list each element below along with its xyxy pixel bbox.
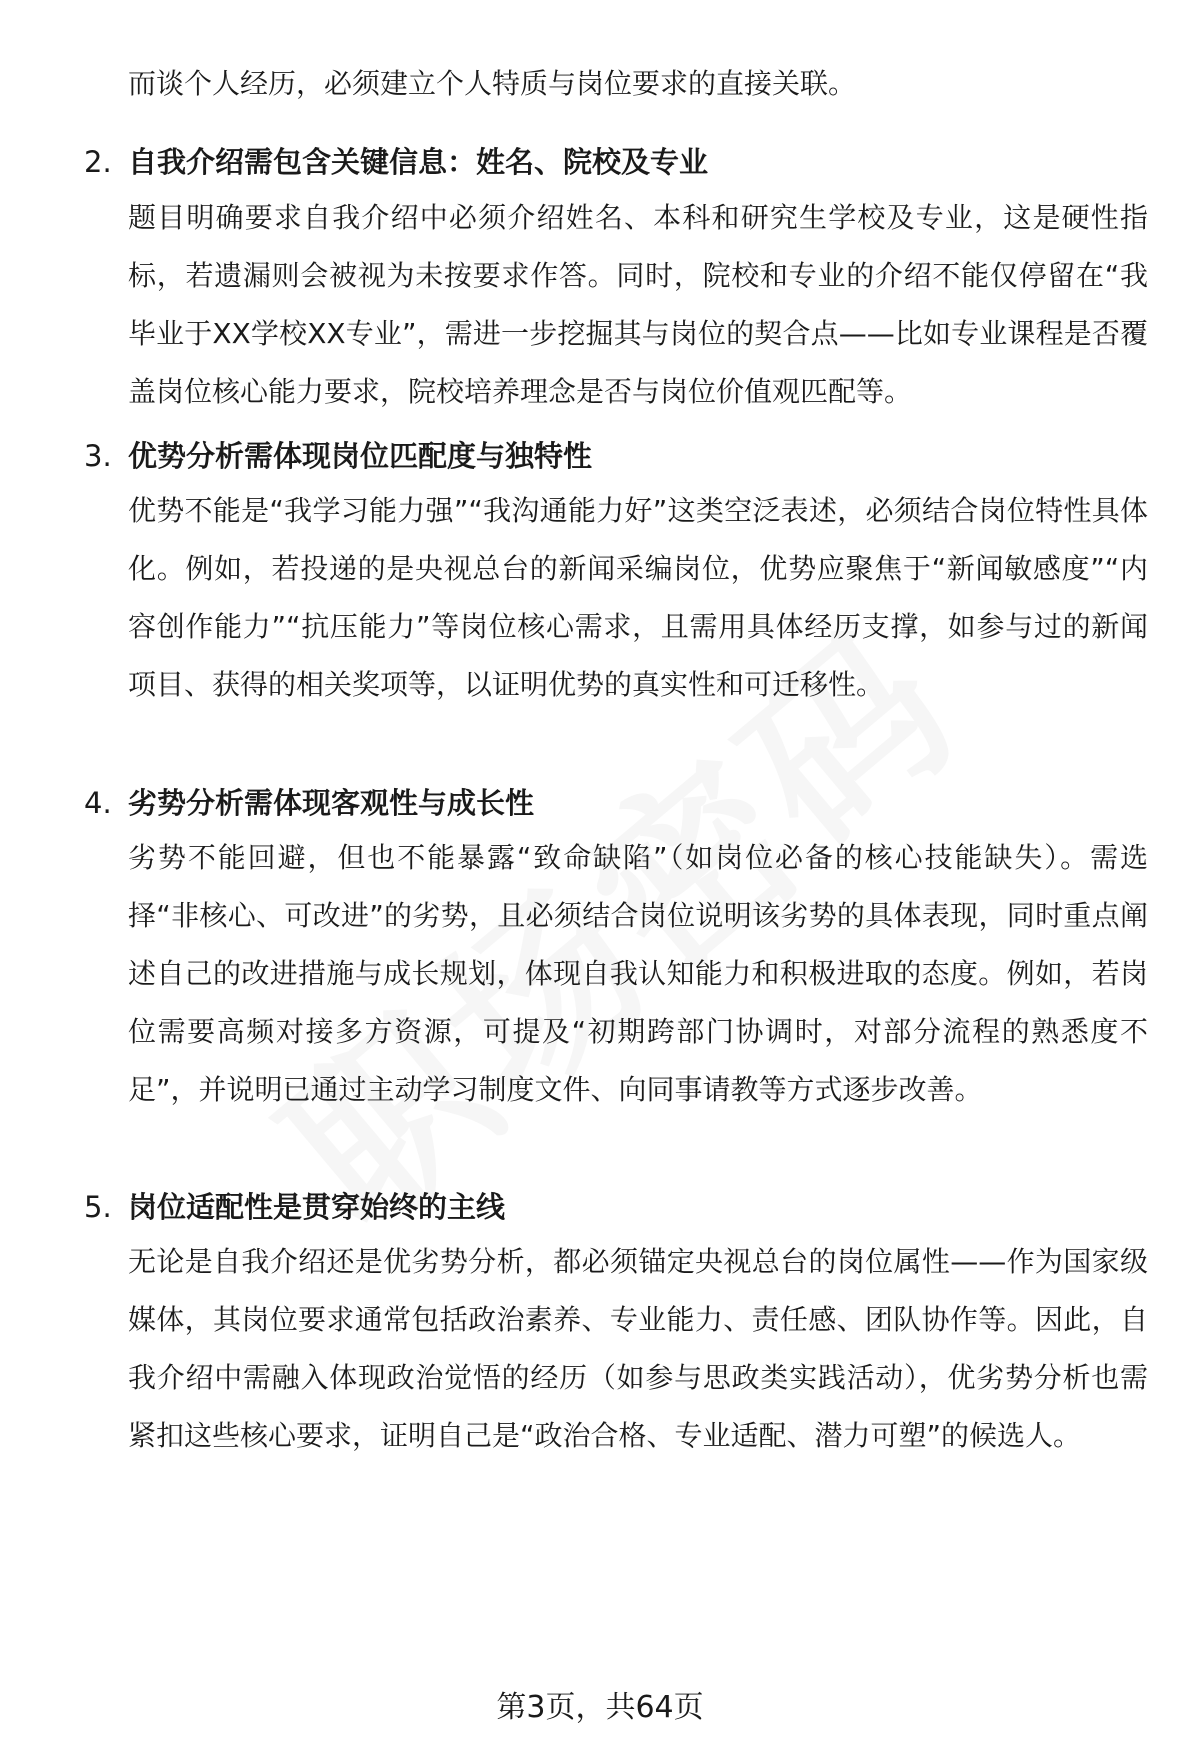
section-body: 无论是自我介绍还是优劣势分析，都必须锚定央视总台的岗位属性——作为国家级媒体，其岗位要求通常包括政治素养、专业能力、责任感、团队协作等。因此，自我介绍中需融入体现政治觉悟的经历（如参与思政类实践活动），优劣势分析也需紧扣这些核心要求，证明自己是“政治合格、专业适配、潜力可塑”的候选人。 <box>128 1245 1148 1452</box>
section-heading <box>84 1187 1144 1227</box>
section-body: 劣势不能回避，但也不能暴露“致命缺陷”（如岗位必备的核心技能缺失）。需选择“非核心、可改进”的劣势，且必须结合岗位说明该劣势的具体表现，同时重点阐述自己的改进措施与成长规划，体现自我认知能力和积极进取的态度。例如，若岗位需要高频对接多方资源，可提及“初期跨部门协调时，对部分流程的熟悉度不足”，并说明已通过主动学习制度文件、向同事请教等方式逐步改善。 <box>128 841 1148 1106</box>
section-heading <box>84 783 1144 823</box>
page-footer: 第3页，共64页 <box>496 1690 704 1725</box>
section-number: 3. <box>84 439 112 473</box>
section-body: 题目明确要求自我介绍中必须介绍姓名、本科和研究生学校及专业，这是硬性指标，若遗漏则会被视为未按要求作答。同时，院校和专业的介绍不能仅停留在“我毕业于XX学校XX专业”，需进一步挖掘其与岗位的契合点——比如专业课程是否覆盖岗位核心能力要求，院校培养理念是否与岗位价值观匹配等。 <box>128 201 1148 408</box>
section-number: 5. <box>84 1190 112 1224</box>
section-heading <box>84 142 1144 182</box>
section-title: 优势分析需体现岗位匹配度与独特性 <box>128 439 593 473</box>
intro-paragraph: 而谈个人经历，必须建立个人特质与岗位要求的直接关联。 <box>128 67 857 100</box>
section-heading <box>84 436 1144 476</box>
section-title: 劣势分析需体现客观性与成长性 <box>128 786 535 820</box>
section-title: 岗位适配性是贯穿始终的主线 <box>128 1190 506 1224</box>
section-body: 优势不能是“我学习能力强”“我沟通能力好”这类空泛表述，必须结合岗位特性具体化。例如，若投递的是央视总台的新闻采编岗位，优势应聚焦于“新闻敏感度”“内容创作能力”“抗压能力”等岗位核心需求，且需用具体经历支撑，如参与过的新闻项目、获得的相关奖项等，以证明优势的真实性和可迁移性。 <box>128 494 1148 701</box>
section-number: 2. <box>84 145 112 179</box>
section-title: 自我介绍需包含关键信息：姓名、院校及专业 <box>128 145 709 179</box>
section-number: 4. <box>84 786 112 820</box>
